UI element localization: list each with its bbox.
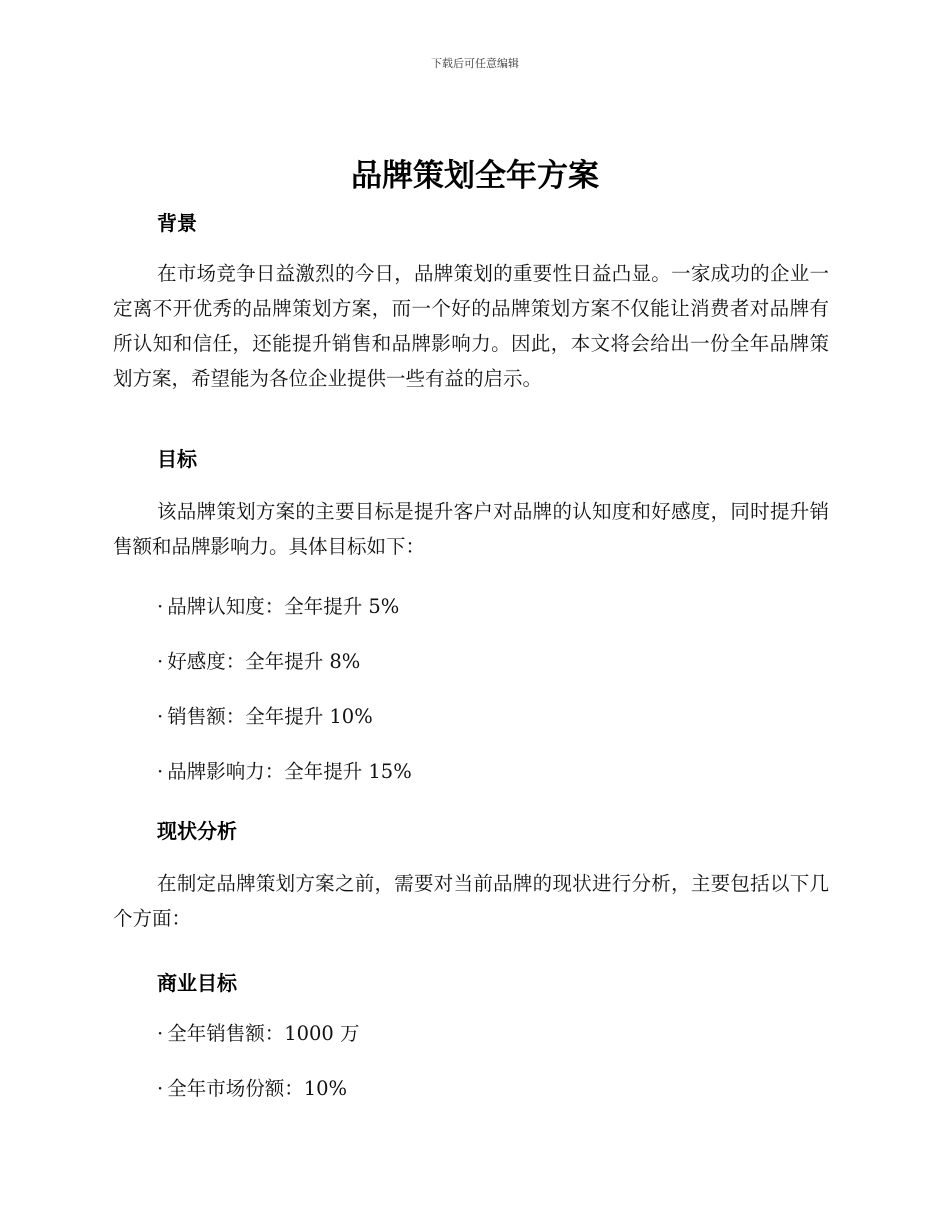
list-item-text: 全年销售额：1000 万: [167, 1022, 360, 1045]
bullet-icon: ·: [157, 595, 164, 618]
list-item: [157, 593, 399, 621]
list-item: [157, 703, 373, 731]
list-item: [157, 1020, 360, 1048]
analysis-paragraph: 在制定品牌策划方案之前，需要对当前品牌的现状进行分析，主要包括以下几个方面：: [113, 872, 829, 930]
section-heading-analysis: 现状分析: [157, 819, 237, 843]
bullet-icon: ·: [157, 760, 164, 783]
section-heading-goals: 目标: [157, 447, 197, 471]
document-title: 品牌策划全年方案: [351, 158, 599, 194]
list-item-text: 全年市场份额：10%: [167, 1077, 348, 1100]
section-heading-background: 背景: [157, 211, 197, 235]
list-item: [157, 648, 360, 676]
list-item-text: 销售额：全年提升 10%: [167, 705, 373, 728]
background-paragraph: 在市场竞争日益激烈的今日，品牌策划的重要性日益凸显。一家成功的企业一定离不开优秀的品牌策划方案，而一个好的品牌策划方案不仅能让消费者对品牌有所认知和信任，还能提升销售和品牌影响力。因此，本文将会给出一份全年品牌策划方案，希望能为各位企业提供一些有益的启示。: [113, 262, 829, 390]
list-item: [157, 758, 412, 786]
goals-paragraph: 该品牌策划方案的主要目标是提升客户对品牌的认知度和好感度，同时提升销售额和品牌影响力。具体目标如下：: [113, 500, 829, 558]
list-item-text: 品牌影响力：全年提升 15%: [167, 760, 412, 783]
list-item-text: 好感度：全年提升 8%: [167, 650, 361, 673]
bullet-icon: ·: [157, 650, 164, 673]
header-note: 下载后可任意编辑: [431, 57, 519, 70]
list-item-text: 品牌认知度：全年提升 5%: [167, 595, 400, 618]
list-item: [157, 1075, 347, 1103]
bullet-icon: ·: [157, 705, 164, 728]
bullet-icon: ·: [157, 1077, 164, 1100]
section-heading-business-goals: 商业目标: [157, 971, 237, 995]
bullet-icon: ·: [157, 1022, 164, 1045]
